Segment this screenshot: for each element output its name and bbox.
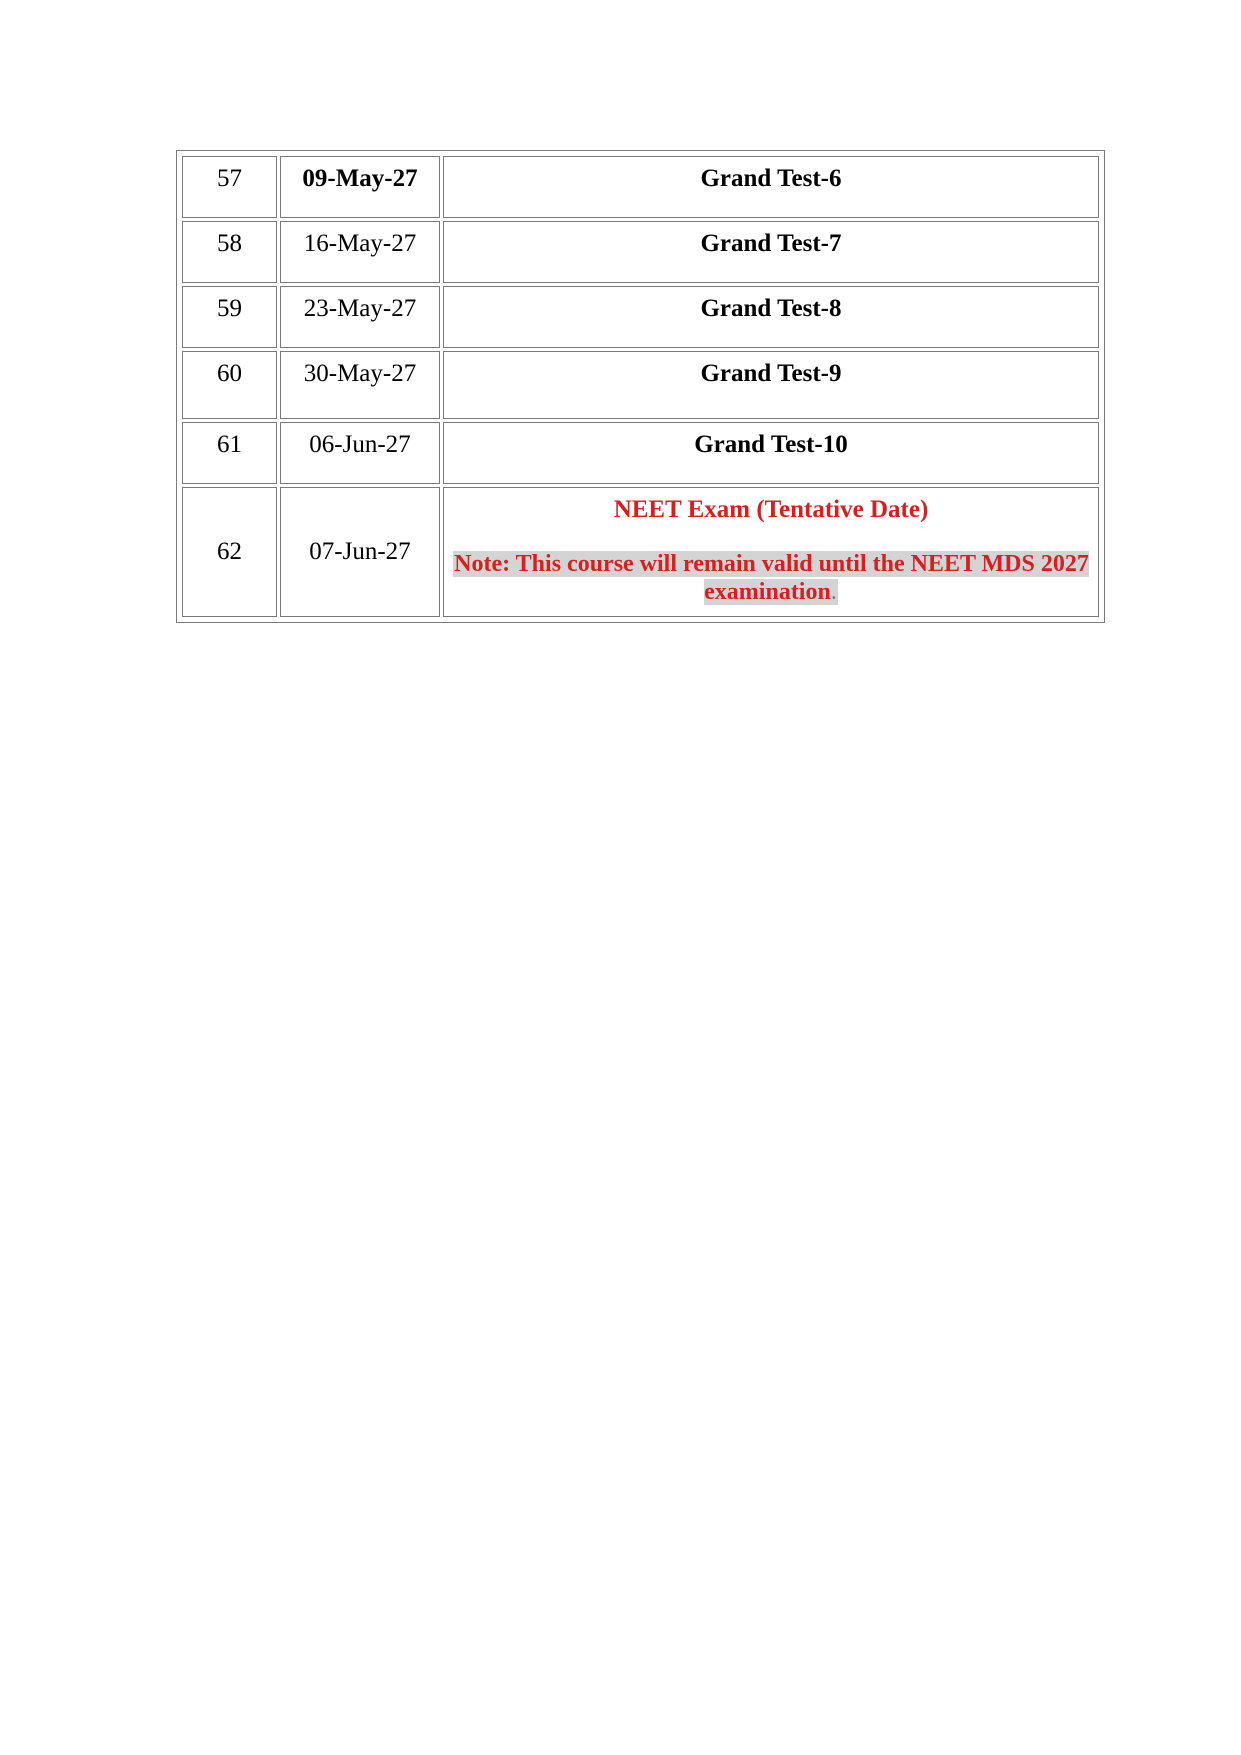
row-topic: Grand Test-7 (443, 221, 1099, 283)
row-date: 09-May-27 (280, 156, 440, 218)
table-row (182, 351, 1099, 419)
row-date: 07-Jun-27 (280, 487, 440, 617)
row-topic-exam (443, 487, 1099, 617)
table-row (182, 156, 1099, 218)
table-row (182, 422, 1099, 484)
table-row (182, 286, 1099, 348)
row-number: 58 (182, 221, 277, 283)
validity-note-period: . (830, 579, 837, 606)
row-date: 06-Jun-27 (280, 422, 440, 484)
schedule-table (179, 153, 1102, 620)
row-number: 59 (182, 286, 277, 348)
row-date: 30-May-27 (280, 351, 440, 419)
row-number: 57 (182, 156, 277, 218)
exam-title: NEET Exam (Tentative Date) (613, 496, 929, 523)
row-topic: Grand Test-6 (443, 156, 1099, 218)
table-row (182, 221, 1099, 283)
row-date: 16-May-27 (280, 221, 440, 283)
schedule-table-frame (176, 150, 1105, 623)
row-topic: Grand Test-9 (443, 351, 1099, 419)
table-row (182, 487, 1099, 617)
validity-note-text: Note: This course will remain valid until the NEET MDS 2027 examination (454, 550, 1089, 606)
row-date: 23-May-27 (280, 286, 440, 348)
row-number: 61 (182, 422, 277, 484)
row-topic: Grand Test-8 (443, 286, 1099, 348)
row-number: 60 (182, 351, 277, 419)
row-number: 62 (182, 487, 277, 617)
validity-note (453, 551, 1089, 606)
row-topic: Grand Test-10 (443, 422, 1099, 484)
